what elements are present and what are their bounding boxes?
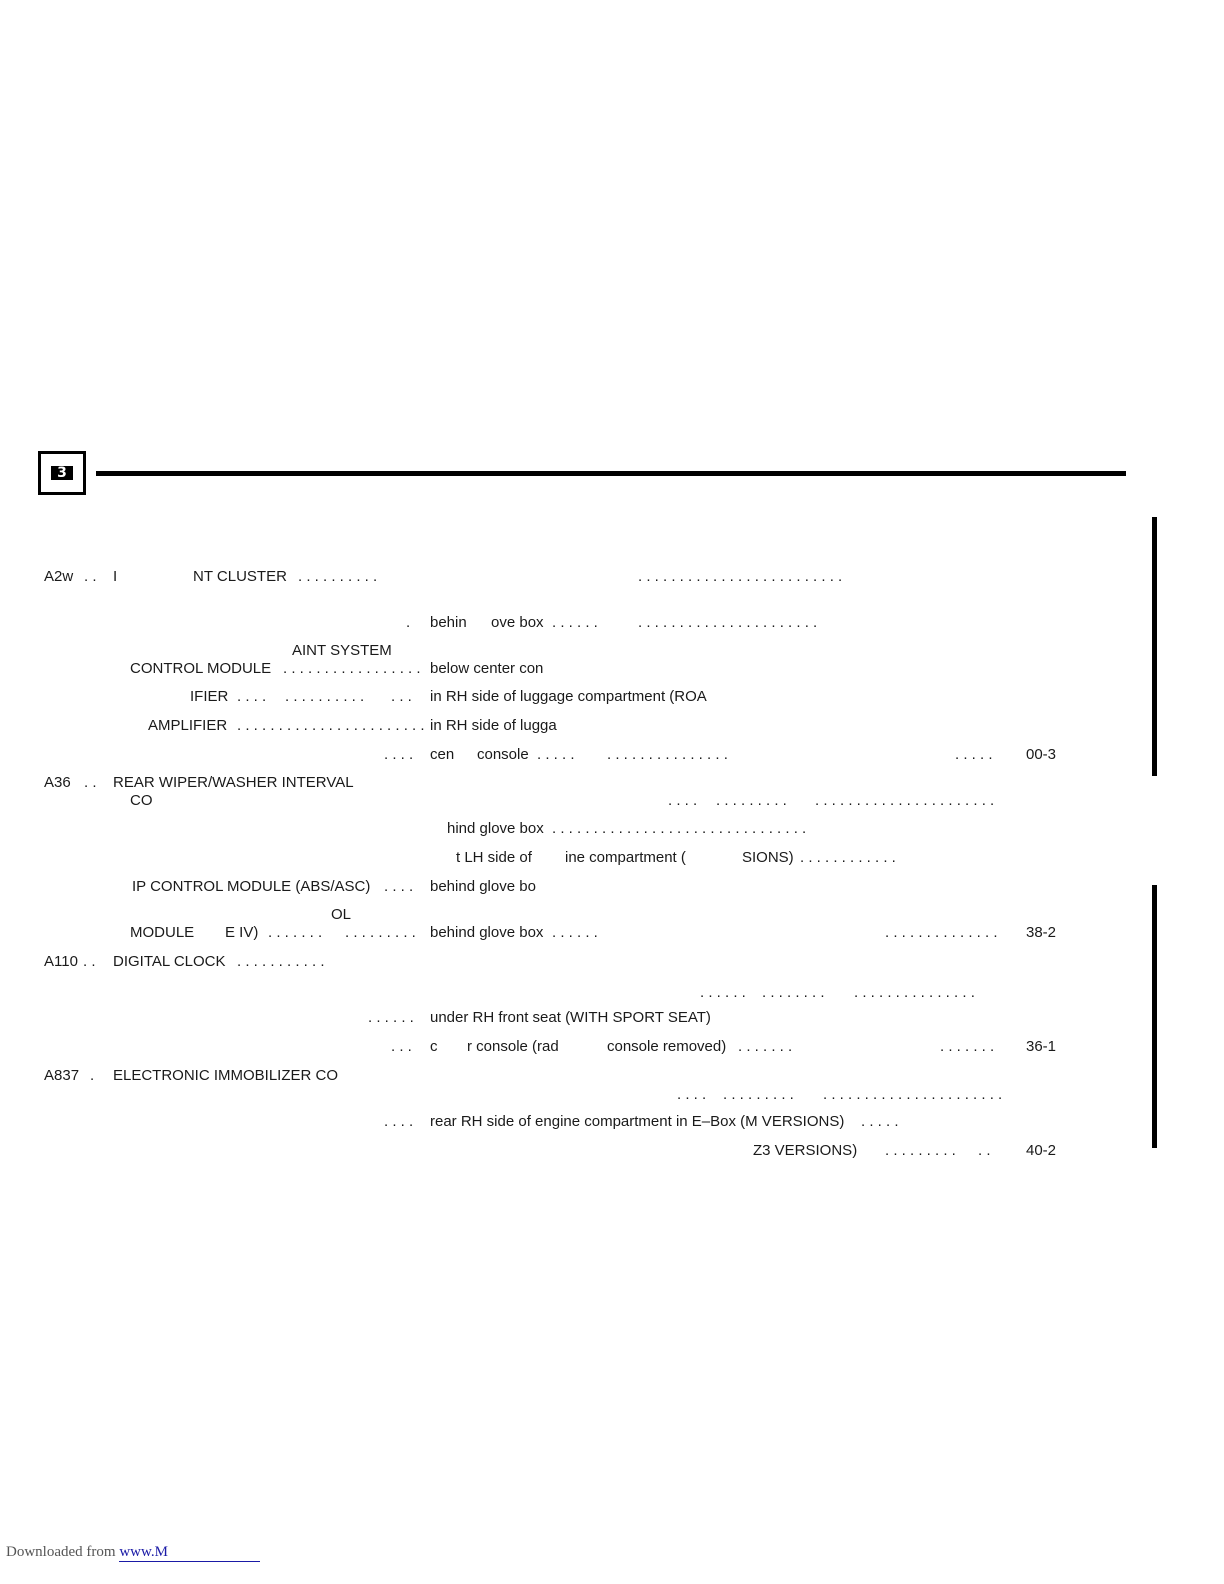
component-location: under RH front seat (WITH SPORT SEAT) — [430, 1009, 711, 1026]
component-location: c — [430, 1038, 438, 1055]
leader-dots: . . . . — [384, 878, 414, 895]
component-code: A110 — [44, 953, 78, 970]
leader-dots: . . . . — [237, 688, 267, 705]
component-location: in RH side of luggage compartment (ROA — [430, 688, 707, 705]
leader-dots: . . . . . — [537, 746, 575, 763]
leader-dots: . . . . — [668, 792, 698, 809]
component-location: behind glove bo — [430, 878, 536, 895]
leader-dots: . — [90, 1067, 95, 1084]
component-name: IFIER — [190, 688, 229, 705]
component-location: hind glove box — [447, 820, 544, 837]
header-rule — [96, 471, 1126, 476]
component-name: ELECTRONIC IMMOBILIZER CO — [113, 1067, 339, 1084]
leader-dots: . . . . . . . . . — [716, 792, 787, 809]
leader-dots: . . . . . . . . . . . . . . — [885, 924, 998, 941]
component-location: below center con — [430, 660, 544, 677]
component-location: in RH side of lugga — [430, 717, 557, 734]
leader-dots: . . . . . . . . . . . . . . . . . — [283, 660, 421, 677]
leader-dots: . . . . . . . — [738, 1038, 793, 1055]
component-location: cen — [430, 746, 455, 763]
component-name: MODULE — [130, 924, 195, 941]
component-name: REAR WIPER/WASHER INTERVAL — [113, 774, 354, 791]
leader-dots: . . . — [391, 1038, 412, 1055]
component-location: ine compartment ( — [565, 849, 686, 866]
leader-dots: . . — [84, 568, 97, 585]
leader-dots: . . . . . . . . . . . . . . . . . . . . . . . — [237, 717, 425, 734]
leader-dots: . . . . . . — [552, 924, 598, 941]
leader-dots: . . . . . . . . . . . . . . . — [854, 984, 975, 1001]
component-name: OL — [331, 906, 352, 923]
leader-dots: . . . . . . . . . . . . . . . — [607, 746, 728, 763]
leader-dots: . . . . . . . . . . . — [237, 953, 325, 970]
leader-dots: . . . . . . . — [940, 1038, 995, 1055]
leader-dots: . . . . . . . — [268, 924, 323, 941]
leader-dots: . . . . . . — [700, 984, 746, 1001]
leader-dots: . . . . . . . . . . — [285, 688, 365, 705]
leader-dots: . . . . — [677, 1086, 707, 1103]
component-location: console — [477, 746, 529, 763]
component-name: CO — [130, 792, 153, 809]
component-location: t LH side of — [456, 849, 532, 866]
component-name: AINT SYSTEM — [292, 642, 392, 659]
leader-dots: . . — [84, 774, 97, 791]
footer-link[interactable]: www.M — [119, 1543, 260, 1562]
leader-dots: . . . . . . . . . . . . . . . . . . . . . . — [638, 614, 818, 631]
section-number-badge — [38, 451, 86, 495]
page-reference: 36-1 — [1026, 1038, 1057, 1055]
leader-dots: . — [406, 614, 411, 631]
component-code: A2w — [44, 568, 74, 585]
component-code: A837 — [44, 1067, 80, 1084]
leader-dots: . . . — [391, 688, 412, 705]
leader-dots: . . . . . . . . . . . . . . . . . . . . . . — [815, 792, 995, 809]
component-name: DIGITAL CLOCK — [113, 953, 226, 970]
component-location: Z3 VERSIONS) — [753, 1142, 858, 1159]
right-margin-bar-top — [1152, 517, 1157, 776]
component-location: r console (rad — [467, 1038, 559, 1055]
component-name: I — [113, 568, 118, 585]
leader-dots: . . — [83, 953, 96, 970]
page-reference: 38-2 — [1026, 924, 1057, 941]
leader-dots: . . . . . . — [552, 614, 598, 631]
leader-dots: . . . . . . . . . . . . — [800, 849, 896, 866]
leader-dots: . . . . . . — [368, 1009, 414, 1026]
leader-dots: . . . . . . . . . — [885, 1142, 956, 1159]
leader-dots: . . . . — [384, 1113, 414, 1130]
component-name: E IV) — [225, 924, 259, 941]
download-footer — [6, 1543, 260, 1562]
component-name: AMPLIFIER — [148, 717, 228, 734]
leader-dots: . . . . . . . . — [762, 984, 825, 1001]
component-location: behin — [430, 614, 467, 631]
leader-dots: . . . . . . . . . . . . . . . . . . . . . . — [823, 1086, 1003, 1103]
component-code: A36 — [44, 774, 71, 791]
component-name: NT CLUSTER — [193, 568, 287, 585]
footer-prefix: Downloaded from — [6, 1544, 116, 1560]
leader-dots: . . . . . . . . . . . . . . . . . . . . . . . . . — [638, 568, 843, 585]
leader-dots: . . . . — [384, 746, 414, 763]
leader-dots: . . . . . . . . . — [345, 924, 416, 941]
leader-dots: . . . . . — [861, 1113, 899, 1130]
component-location: console removed) — [607, 1038, 727, 1055]
component-location: SIONS) — [742, 849, 794, 866]
leader-dots: . . . . . — [955, 746, 993, 763]
component-name: CONTROL MODULE — [130, 660, 272, 677]
right-margin-bar-bottom — [1152, 885, 1157, 1148]
component-name: IP CONTROL MODULE (ABS/ASC) — [132, 878, 371, 895]
section-number: 3 — [51, 466, 73, 480]
leader-dots: . . . . . . . . . — [723, 1086, 794, 1103]
component-location: behind glove box — [430, 924, 544, 941]
leader-dots: . . . . . . . . . . . . . . . . . . . . . . . . . . . . . . . — [552, 820, 807, 837]
leader-dots: . . . . . . . . . . — [298, 568, 378, 585]
component-location: rear RH side of engine compartment in E–Box (M VERSIONS) — [430, 1113, 845, 1130]
leader-dots: . . — [978, 1142, 991, 1159]
page-reference: 00-3 — [1026, 746, 1057, 763]
page-reference: 40-2 — [1026, 1142, 1057, 1159]
component-location: ove box — [491, 614, 544, 631]
